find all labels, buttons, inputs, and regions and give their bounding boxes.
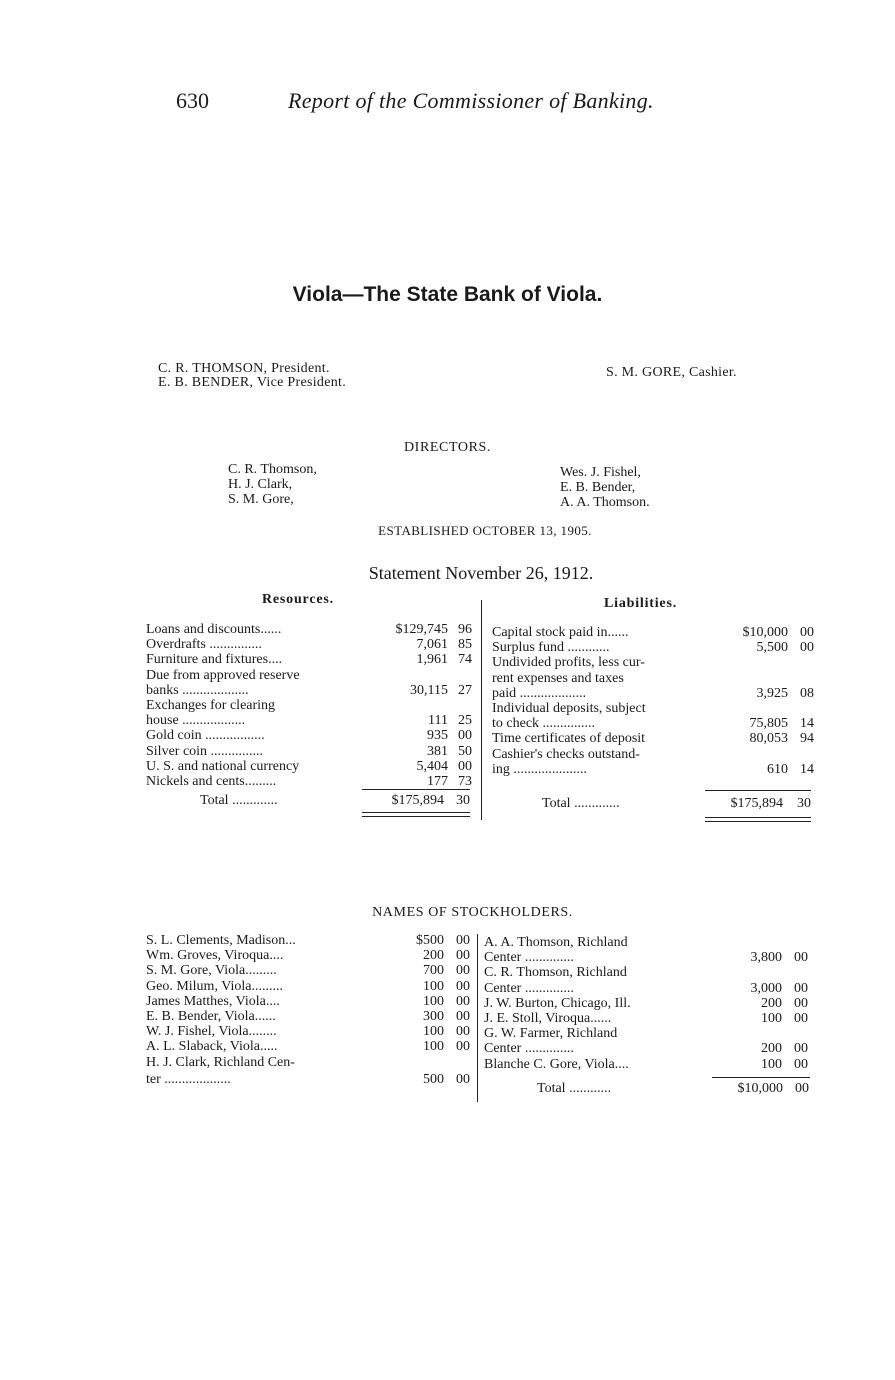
table-row xyxy=(492,731,820,746)
row-dollars: 200 xyxy=(423,948,444,964)
row-dollars: 30,115 xyxy=(410,682,448,698)
list-item xyxy=(484,965,816,980)
stockholders-right-list xyxy=(484,935,816,1072)
stockholders-total-row xyxy=(537,1081,817,1097)
row-cents: 14 xyxy=(800,716,814,732)
table-row xyxy=(492,640,820,655)
row-dollars: 300 xyxy=(423,1008,444,1024)
list-item xyxy=(484,1026,816,1041)
row-cents: 14 xyxy=(800,761,814,777)
total-cents: 00 xyxy=(795,1081,809,1096)
total-rule xyxy=(705,790,811,791)
row-dollars: $10,000 xyxy=(742,625,788,640)
row-dollars: $500 xyxy=(416,933,444,948)
row-cents: 00 xyxy=(456,993,470,1009)
list-item xyxy=(146,1039,476,1054)
row-label: Cashier's checks outstand- xyxy=(492,746,640,762)
stockholder-name: J. W. Burton, Chicago, Ill. xyxy=(484,995,631,1011)
row-label: Furniture and fixtures.... xyxy=(146,652,283,668)
row-label: Nickels and cents......... xyxy=(146,773,277,789)
list-item xyxy=(146,933,476,948)
director-name: H. J. Clark, xyxy=(228,477,293,492)
director-name: S. M. Gore, xyxy=(228,492,294,507)
row-label: paid ................... xyxy=(492,685,587,701)
stockholders-heading: NAMES OF STOCKHOLDERS. xyxy=(372,905,573,920)
row-dollars: 100 xyxy=(423,978,444,994)
row-cents: 50 xyxy=(458,743,472,759)
row-dollars: 7,061 xyxy=(416,637,448,653)
director-name: Wes. J. Fishel, xyxy=(560,465,641,480)
row-cents: 00 xyxy=(456,963,470,979)
table-row xyxy=(492,686,820,701)
total-dollars: $175,894 xyxy=(391,793,444,808)
directors-right-list xyxy=(560,465,650,510)
list-item xyxy=(146,1055,476,1070)
table-row xyxy=(492,625,820,640)
total-label: Total ............ xyxy=(537,1081,612,1096)
list-item xyxy=(146,948,476,963)
row-dollars: 3,925 xyxy=(756,685,788,701)
row-dollars: 200 xyxy=(761,1041,782,1057)
established-date: ESTABLISHED OCTOBER 13, 1905. xyxy=(378,523,592,538)
row-cents: 00 xyxy=(458,728,472,744)
row-cents: 85 xyxy=(458,637,472,653)
row-cents: 25 xyxy=(458,713,472,729)
row-cents: 00 xyxy=(458,758,472,774)
officer-vice-president: E. B. BENDER, Vice President. xyxy=(158,375,347,390)
total-rule xyxy=(712,1077,810,1078)
stockholder-name: Blanche C. Gore, Viola.... xyxy=(484,1056,629,1072)
table-row xyxy=(492,671,820,686)
officer-cashier: S. M. GORE, Cashier. xyxy=(606,365,737,380)
row-label: Due from approved reserve xyxy=(146,667,300,683)
total-cents: 30 xyxy=(797,796,811,811)
total-rule xyxy=(362,789,470,790)
row-dollars: 3,800 xyxy=(750,950,782,966)
row-label: Individual deposits, subject xyxy=(492,700,646,716)
table-row xyxy=(146,637,476,652)
stockholder-name: E. B. Bender, Viola...... xyxy=(146,1008,276,1024)
total-cents: 30 xyxy=(456,793,470,808)
list-item xyxy=(484,950,816,965)
row-cents: 00 xyxy=(456,948,470,964)
row-cents: 00 xyxy=(794,1056,808,1072)
row-cents: 27 xyxy=(458,682,472,698)
row-dollars: 100 xyxy=(423,1039,444,1055)
table-row xyxy=(146,728,476,743)
list-item xyxy=(484,1041,816,1056)
row-dollars: 1,961 xyxy=(416,652,448,668)
row-label: Undivided profits, less cur- xyxy=(492,655,645,671)
table-row xyxy=(492,701,820,716)
stockholder-name: Wm. Groves, Viroqua.... xyxy=(146,948,284,964)
row-cents: 00 xyxy=(456,1071,470,1087)
row-dollars: 100 xyxy=(423,993,444,1009)
stockholder-name: G. W. Farmer, Richland xyxy=(484,1026,618,1042)
stockholder-name: A. A. Thomson, Richland xyxy=(484,935,628,950)
row-cents: 00 xyxy=(456,1039,470,1055)
table-row xyxy=(146,774,476,789)
statement-title: Statement November 26, 1912. xyxy=(368,563,594,583)
row-label: Time certificates of deposit xyxy=(492,731,646,747)
row-dollars: 100 xyxy=(761,1056,782,1072)
table-row xyxy=(492,655,820,670)
total-label: Total ............. xyxy=(542,796,620,811)
directors-left-list xyxy=(228,462,317,507)
table-row xyxy=(146,698,476,713)
table-row xyxy=(492,762,820,777)
list-item xyxy=(484,1057,816,1072)
row-label: banks ................... xyxy=(146,682,249,698)
row-label: house .................. xyxy=(146,713,246,729)
table-row xyxy=(146,652,476,667)
liabilities-total-row xyxy=(542,796,815,812)
running-head xyxy=(0,88,895,120)
row-cents: 00 xyxy=(456,1024,470,1040)
row-label: Silver coin ............... xyxy=(146,743,264,759)
row-dollars: 700 xyxy=(423,963,444,979)
row-label: rent expenses and taxes xyxy=(492,670,624,686)
row-label: Capital stock paid in...... xyxy=(492,625,629,640)
table-row xyxy=(146,683,476,698)
resources-table xyxy=(146,622,476,789)
stockholder-name: H. J. Clark, Richland Cen- xyxy=(146,1054,295,1070)
total-double-rule xyxy=(362,812,470,817)
row-cents: 00 xyxy=(794,1010,808,1026)
row-cents: 00 xyxy=(794,1041,808,1057)
table-row xyxy=(146,759,476,774)
row-cents: 00 xyxy=(800,640,814,656)
list-item xyxy=(146,1072,476,1087)
total-label: Total ............. xyxy=(200,793,278,808)
director-name: C. R. Thomson, xyxy=(228,462,317,477)
directors-heading: DIRECTORS. xyxy=(403,440,492,455)
column-divider xyxy=(477,934,478,1102)
page-number: 630 xyxy=(176,88,209,113)
stockholder-name: ter ................... xyxy=(146,1071,231,1087)
table-row xyxy=(146,622,476,637)
stockholder-name: Center .............. xyxy=(484,950,574,966)
row-cents: 00 xyxy=(456,933,470,948)
row-dollars: $129,745 xyxy=(395,622,448,637)
row-dollars: 5,500 xyxy=(756,640,788,656)
row-cents: 00 xyxy=(794,950,808,966)
table-row xyxy=(146,668,476,683)
stockholder-name: Center .............. xyxy=(484,980,574,996)
resources-heading: Resources. xyxy=(262,592,334,607)
total-dollars: $175,894 xyxy=(730,796,783,811)
officer-president: C. R. THOMSON, President. xyxy=(158,361,330,376)
list-item xyxy=(484,1011,816,1026)
row-label: Gold coin ................. xyxy=(146,728,265,744)
row-dollars: 177 xyxy=(427,773,448,789)
row-dollars: 200 xyxy=(761,995,782,1011)
table-row xyxy=(146,744,476,759)
list-item xyxy=(146,994,476,1009)
row-dollars: 75,805 xyxy=(749,716,788,732)
row-cents: 94 xyxy=(800,731,814,747)
row-label: Overdrafts ............... xyxy=(146,637,262,653)
liabilities-heading: Liabilities. xyxy=(604,596,677,611)
list-item xyxy=(146,979,476,994)
row-cents: 08 xyxy=(800,685,814,701)
row-label: ing ..................... xyxy=(492,761,587,777)
row-cents: 74 xyxy=(458,652,472,668)
director-name: E. B. Bender, xyxy=(560,480,636,495)
row-label: Surplus fund ............ xyxy=(492,640,610,656)
column-divider xyxy=(481,600,482,820)
stockholder-name: W. J. Fishel, Viola........ xyxy=(146,1024,277,1040)
director-name: A. A. Thomson. xyxy=(560,495,650,510)
list-item xyxy=(146,963,476,978)
row-cents: 96 xyxy=(458,622,472,637)
stockholder-name: C. R. Thomson, Richland xyxy=(484,965,627,981)
row-cents: 00 xyxy=(800,625,814,640)
stockholders-left-list xyxy=(146,933,476,1087)
stockholder-name: A. L. Slaback, Viola..... xyxy=(146,1039,278,1055)
stockholder-name: J. E. Stoll, Viroqua...... xyxy=(484,1010,612,1026)
total-dollars: $10,000 xyxy=(737,1081,783,1096)
row-dollars: 610 xyxy=(767,761,788,777)
total-double-rule xyxy=(705,817,811,822)
table-row xyxy=(492,716,820,731)
row-dollars: 381 xyxy=(427,743,448,759)
resources-total-row xyxy=(200,793,472,809)
row-cents: 00 xyxy=(456,1008,470,1024)
table-row xyxy=(146,713,476,728)
row-label: Loans and discounts...... xyxy=(146,622,282,637)
stockholder-name: Geo. Milum, Viola......... xyxy=(146,978,283,994)
row-dollars: 100 xyxy=(423,1024,444,1040)
table-row xyxy=(492,747,820,762)
row-dollars: 500 xyxy=(423,1071,444,1087)
bank-title: Viola—The State Bank of Viola. xyxy=(292,283,603,306)
list-item xyxy=(484,996,816,1011)
row-cents: 00 xyxy=(794,995,808,1011)
row-cents: 73 xyxy=(458,773,472,789)
row-dollars: 935 xyxy=(427,728,448,744)
liabilities-table xyxy=(492,625,820,777)
row-dollars: 111 xyxy=(428,713,448,729)
row-cents: 00 xyxy=(456,978,470,994)
stockholder-name: S. L. Clements, Madison... xyxy=(146,933,296,948)
row-cents: 00 xyxy=(794,980,808,996)
row-dollars: 100 xyxy=(761,1010,782,1026)
list-item xyxy=(484,981,816,996)
row-label: Exchanges for clearing xyxy=(146,697,276,713)
stockholder-name: S. M. Gore, Viola......... xyxy=(146,963,277,979)
stockholder-name: James Matthes, Viola.... xyxy=(146,993,280,1009)
stockholder-name: Center .............. xyxy=(484,1041,574,1057)
list-item xyxy=(146,1009,476,1024)
running-title: Report of the Commissioner of Banking. xyxy=(288,88,654,113)
row-dollars: 80,053 xyxy=(749,731,788,747)
row-label: U. S. and national currency xyxy=(146,758,300,774)
row-label: to check ............... xyxy=(492,716,596,732)
row-dollars: 5,404 xyxy=(416,758,448,774)
list-item xyxy=(484,935,816,950)
list-item xyxy=(146,1024,476,1039)
row-dollars: 3,000 xyxy=(750,980,782,996)
